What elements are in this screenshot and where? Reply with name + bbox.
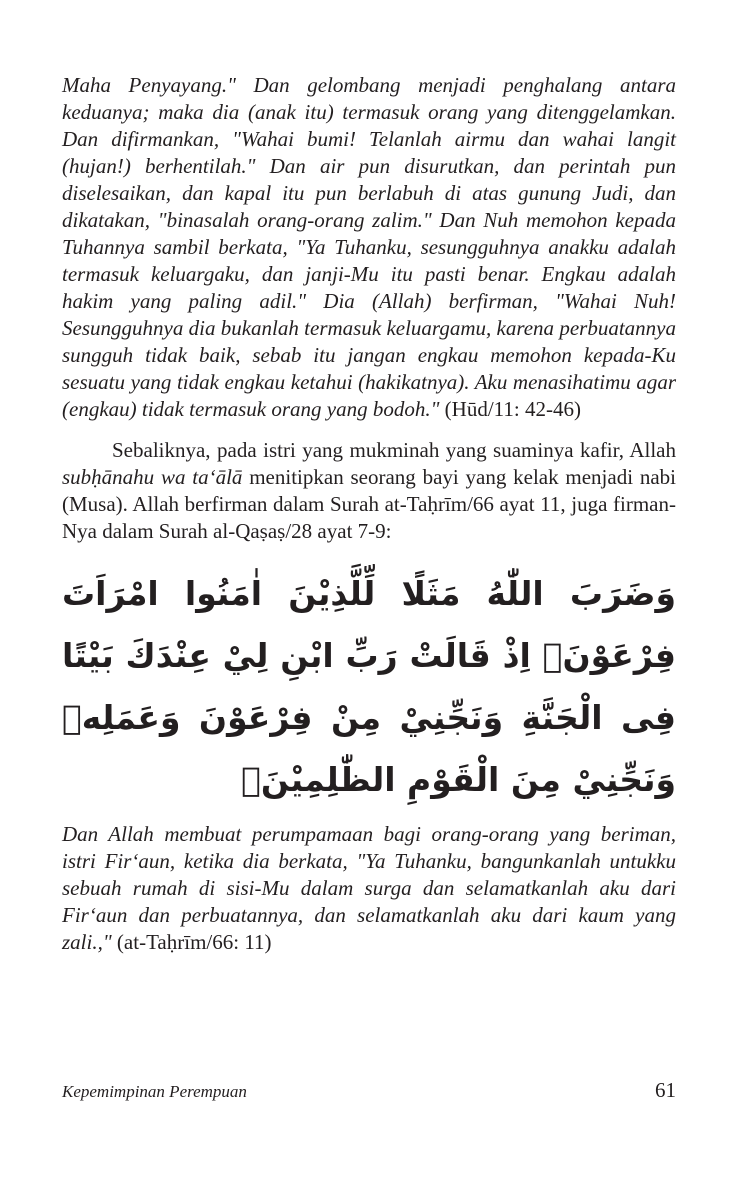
verse-translation xyxy=(62,821,676,956)
page-body xyxy=(62,72,676,956)
translation-text: Dan Allah membuat perumpamaan bagi orang-orang yang beriman, istri Fir‘aun, ketika dia berkata, "Ya Tuhanku, bangunkanlah untukku sebuah rumah di sisi-Mu dalam surga dan selamatkanlah aku dari Fir‘aun dan perbuatannya, dan selamatkanlah aku dari kaum yang zali.," xyxy=(62,822,676,954)
paragraph-text-b: menitipkan seorang bayi yang kelak menjadi nabi (Musa). Allah berfirman dalam Surah at-Taḥrīm/66 ayat 11, juga firman-Nya dalam Surah al-Qaṣaṣ/28 ayat 7-9: xyxy=(62,465,676,543)
honorific-italic: subḥānahu wa ta‘ālā xyxy=(62,465,243,489)
body-paragraph xyxy=(62,437,676,545)
quran-quote-hud xyxy=(62,72,676,423)
translation-citation: (at-Taḥrīm/66: 11) xyxy=(111,930,272,954)
page-number: 61 xyxy=(655,1078,676,1102)
quote-text: Maha Penyayang." Dan gelombang menjadi penghalang antara keduanya; maka dia (anak itu) termasuk orang yang ditenggelamkan. Dan difirmankan, "Wahai bumi! Telanlah airmu dan wahai langit (hujan!) berhentilah." Dan air pun disurutkan, dan perintah pun diselesaikan, dan kapal itu pun berlabuh di atas gunung Judi, dan dikatakan, "binasalah orang-orang zalim." Dan Nuh memohon kepada Tuhannya sambil berkata, "Ya Tuhanku, sesungguhnya anakku adalah termasuk keluargaku, dan janji-Mu itu pasti benar. Engkau adalah hakim yang paling adil." Dia (Allah) berfirman, "Wahai Nuh! Sesungguhnya dia bukanlah termasuk keluargamu, karena perbuatannya sungguh tidak baik, sebab itu jangan engkau memohon kepada-Ku sesuatu yang tidak engkau ketahui (hakikatnya). Aku menasihatimu agar (engkau) tidak termasuk orang yang bodoh." xyxy=(62,73,676,421)
paragraph-text-a: Sebaliknya, pada istri yang mukminah yang suaminya kafir, Allah xyxy=(112,438,676,462)
quote-citation: (Hūd/11: 42-46) xyxy=(439,397,581,421)
running-footer-title: Kepemimpinan Perempuan xyxy=(62,1082,247,1101)
page-footer xyxy=(62,1078,676,1103)
arabic-verse: وَضَرَبَ اللّٰهُ مَثَلًا لِّلَّذِيْنَ اٰمَنُوا امْرَاَتَ فِرْعَوْنَۘ اِذْ قَالَتْ رَبِّ ابْنِ لِيْ عِنْدَكَ بَيْتًا فِى الْجَنَّةِ وَنَجِّنِيْ مِنْ فِرْعَوْنَ وَعَمَلِهٖ وَنَجِّنِيْ مِنَ الْقَوْمِ الظّٰلِمِيْنَۙ xyxy=(62,574,676,799)
